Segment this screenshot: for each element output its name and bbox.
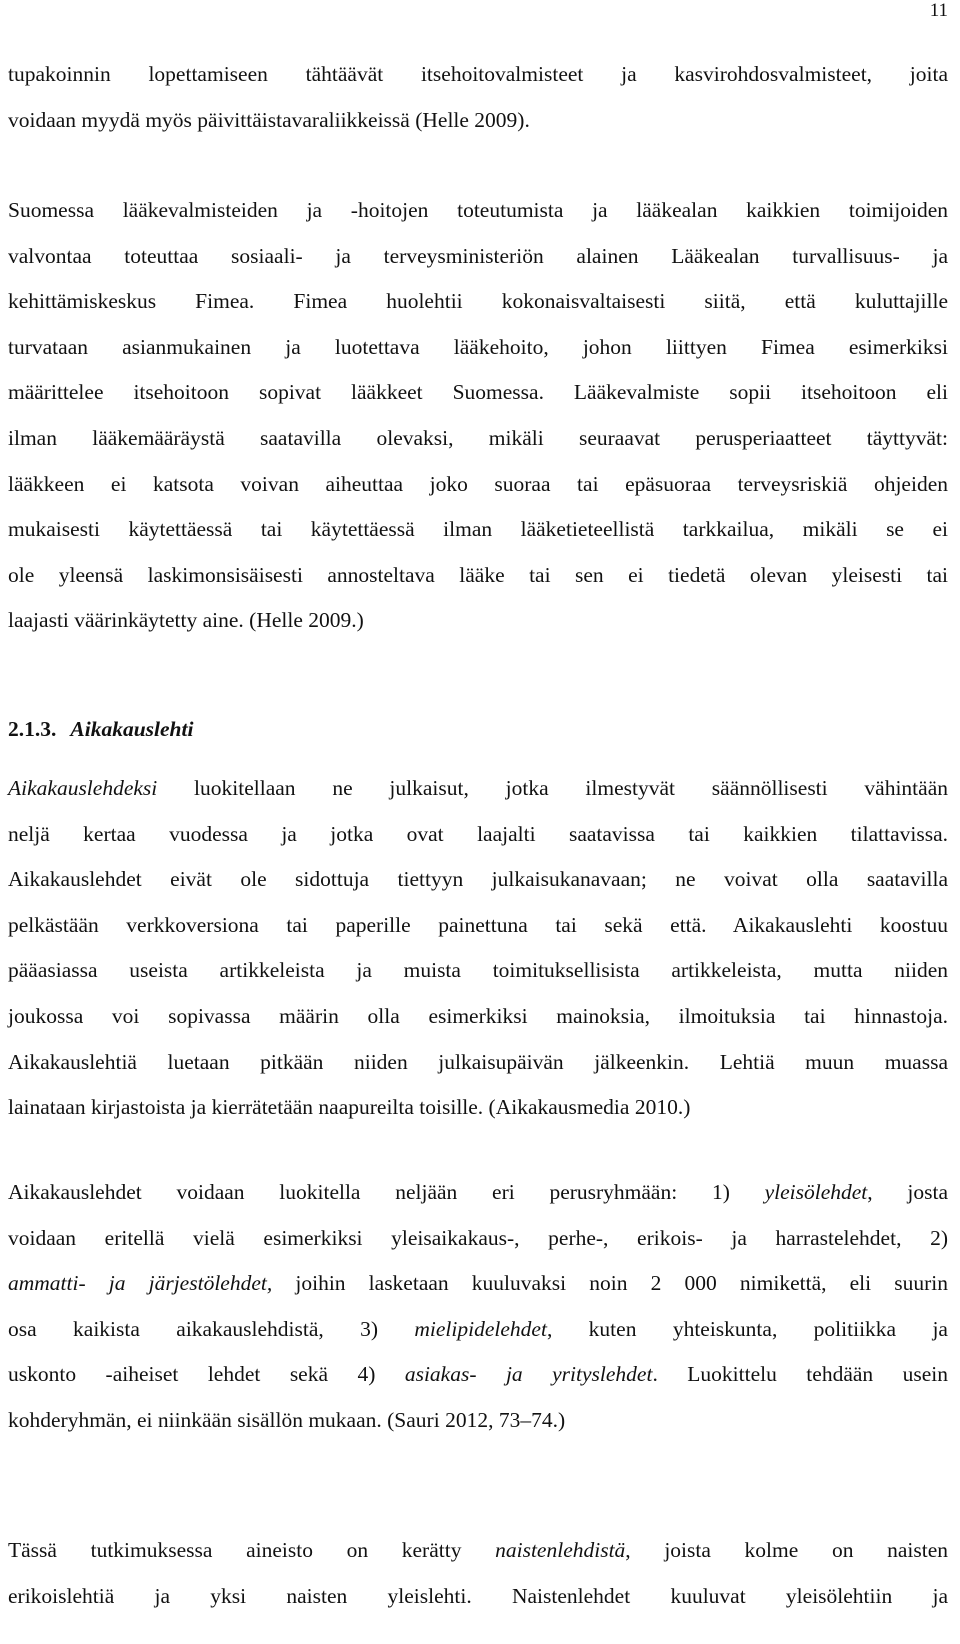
text-line: turvataan asianmukainen ja luotettava lääkehoito, johon liittyen Fimea esimerkiksi (8, 334, 948, 359)
text-line (8, 776, 948, 822)
italic-term: naistenlehdistä (495, 1538, 626, 1562)
italic-term: yleisölehdet (764, 1180, 868, 1204)
section-heading (8, 714, 193, 744)
paragraph-4 (8, 1180, 948, 1454)
text-line: Aikakauslehdet eivät ole sidottuja tiettyyn julkaisukanavaan; ne voivat olla saatavilla (8, 867, 948, 892)
text-span: , josta (867, 1180, 949, 1204)
text-span: . Luokittelu tehdään usein (652, 1362, 949, 1387)
text-line: lääkkeen ei katsota voivan aiheuttaa joko suoraa tai epäsuoraa terveysriskiä ohjeiden (8, 471, 948, 496)
text-span: uskonto -aiheiset lehdet sekä 4) (8, 1362, 405, 1387)
text-line: ole yleensä laskimonsisäisesti annosteltava lääke tai sen ei tiedetä olevan yleisesti tai (8, 562, 948, 587)
text-line: Aikakauslehtiä luetaan pitkään niiden julkaisupäivän jälkeenkin. Lehtiä muun muassa (8, 1049, 948, 1074)
text-line: valvontaa toteuttaa sosiaali- ja terveysministeriön alainen Lääkealan turvallisuus- ja (8, 243, 948, 268)
text-line: pelkästään verkkoversiona tai paperille painettuna tai sekä että. Aikakauslehti koostuu (8, 912, 948, 937)
text-line: Suomessa lääkevalmisteiden ja -hoitojen toteutumista ja lääkealan kaikkien toimijoiden (8, 198, 948, 222)
italic-term: Aikakauslehdeksi (8, 776, 158, 800)
section-number: 2.1.3. (8, 717, 57, 741)
text-line (8, 1180, 948, 1226)
text-span: joihin lasketaan kuuluvaksi noin 2 000 nimikettä, eli suurin (272, 1271, 948, 1296)
text-span: luokitellaan ne julkaisut, jotka ilmestyvät säännöllisesti vähintään (157, 776, 948, 800)
paragraph-1 (8, 62, 948, 153)
italic-term: mielipidelehdet (414, 1316, 547, 1341)
text-span: , joista kolme on naisten (625, 1538, 948, 1562)
text-line: määrittelee itsehoitoon sopivat lääkkeet Suomessa. Lääkevalmiste sopii itsehoitoon eli (8, 380, 948, 405)
text-span: osa kaikista aikakauslehdistä, 3) (8, 1316, 415, 1341)
text-line (8, 1538, 948, 1584)
text-line: lainataan kirjastoista ja kierrätetään naapureilta toisille. (Aikakausmedia 2010.) (8, 1095, 691, 1120)
text-line: neljä kertaa vuodessa ja jotka ovat laajalti saatavissa tai kaikkien tilattavissa. (8, 821, 948, 846)
section-title: Aikakauslehti (70, 717, 194, 741)
text-span: Tässä tutkimuksessa aineisto on kerätty (8, 1538, 496, 1562)
text-line: joukossa voi sopivassa määrin olla esimerkiksi mainoksia, ilmoituksia tai hinnastoja. (8, 1003, 948, 1028)
paragraph-5 (8, 1538, 948, 1629)
text-line: voidaan eritellä vielä esimerkiksi yleisaikakaus-, perhe-, erikois- ja harrastelehdet, 2) (8, 1225, 948, 1250)
text-span: , kuten yhteiskunta, politiikka ja (546, 1316, 948, 1341)
paragraph-2 (8, 198, 948, 654)
text-line: laajasti väärinkäytetty aine. (Helle 2009.) (8, 608, 364, 633)
text-line: mukaisesti käytettäessä tai käytettäessä ilman lääketieteellistä tarkkailua, mikäli se ei (8, 517, 948, 542)
text-line: erikoislehtiä ja yksi naisten yleislehti. Naistenlehdet kuuluvat yleisölehtiin ja (8, 1583, 948, 1608)
text-line: voidaan myydä myös päivittäistavaraliikkeissä (Helle 2009). (8, 107, 530, 132)
text-span: Aikakauslehdet voidaan luokitella neljään eri perusryhmään: 1) (8, 1180, 765, 1204)
text-line (8, 1362, 948, 1408)
text-line: kehittämiskeskus Fimea. Fimea huolehtii kokonaisvaltaisesti siitä, että kuluttajille (8, 289, 948, 314)
italic-term: ammatti- ja järjestölehdet, (8, 1271, 273, 1296)
paragraph-3 (8, 776, 948, 1141)
text-line: tupakoinnin lopettamiseen tähtäävät itsehoitovalmisteet ja kasvirohdosvalmisteet, joita (8, 62, 948, 86)
italic-term: asiakas- ja yrityslehdet (404, 1362, 653, 1387)
text-line: kohderyhmän, ei niinkään sisällön mukaan. (Sauri 2012, 73–74.) (8, 1407, 566, 1432)
text-line: ilman lääkemääräystä saatavilla olevaksi, mikäli seuraavat perusperiaatteet täyttyvät: (8, 425, 948, 450)
text-line (8, 1317, 948, 1363)
text-line: pääasiassa useista artikkeleista ja muista toimituksellisista artikkeleista, mutta niiden (8, 958, 948, 983)
page-number: 11 (929, 0, 948, 21)
text-line (8, 1271, 948, 1317)
